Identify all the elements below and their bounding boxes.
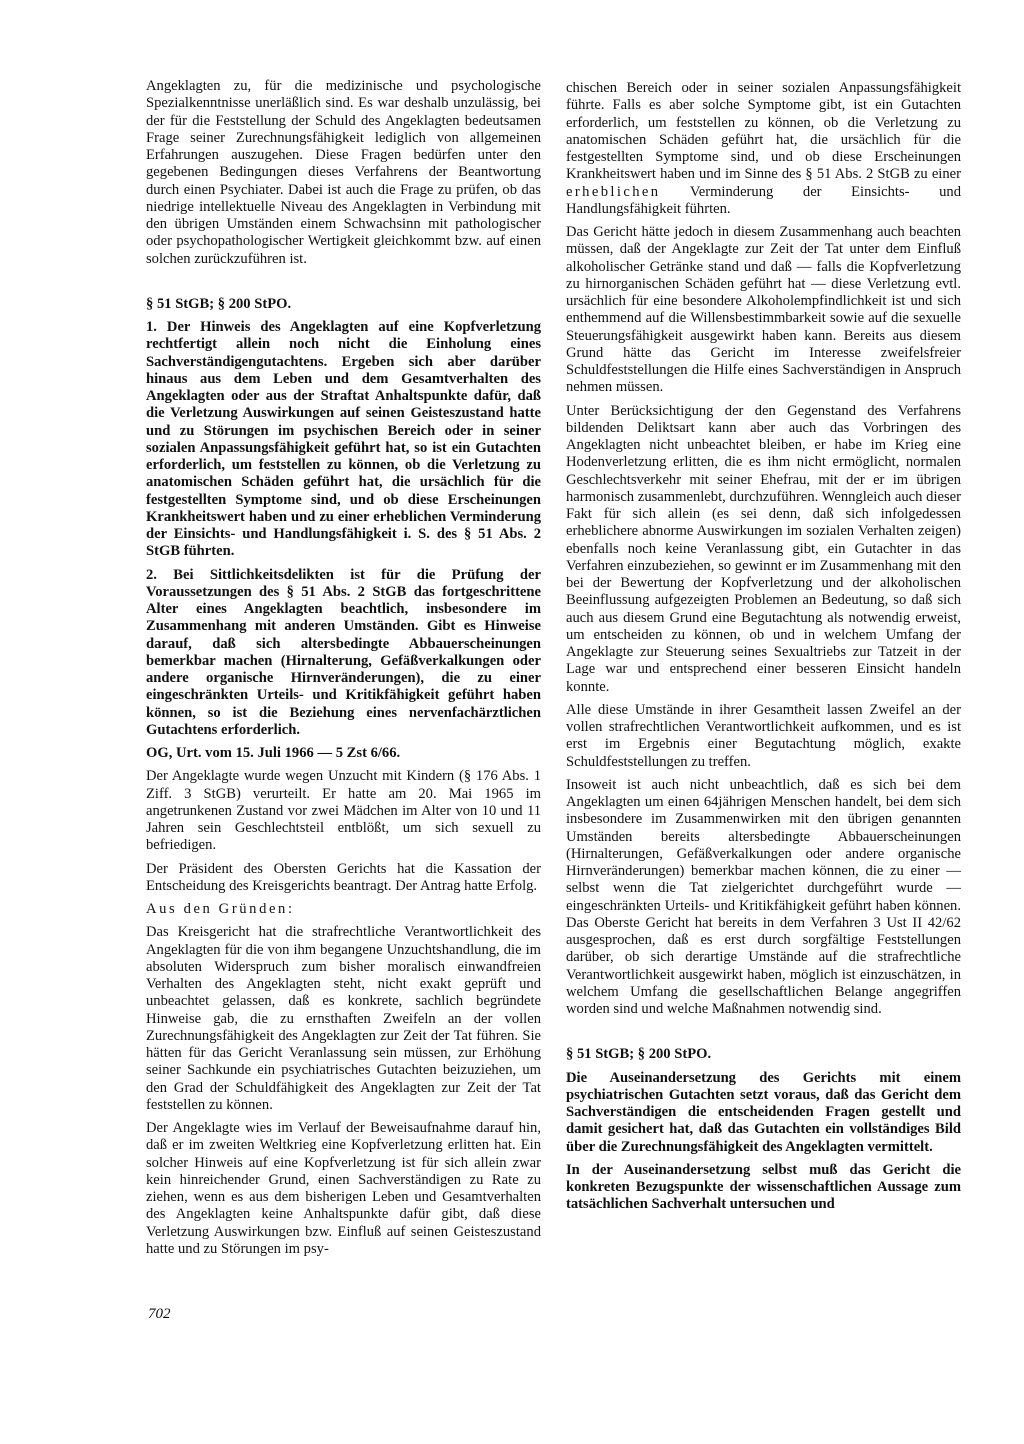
section-gap xyxy=(146,274,541,296)
section-gap xyxy=(566,1024,961,1046)
facts-paragraph-1: Der Angeklagte wurde wegen Unzucht mit Kindern (§ 176 Abs. 1 Ziff. 3 StGB) verurteilt. Er hatte am 20. Mai 1965 im angetrunkenen Zustand vor zwei Mädchen im Alter von 10 und 11 Jahren sein Geschlechtsteil entblößt, um sich sexuell zu befriedigen. xyxy=(146,768,541,854)
text-run: Verminderung der Einsichts- und Handlungsfähigkeit führten. xyxy=(566,183,961,217)
section-heading: § 51 StGB; § 200 StPO. xyxy=(566,1046,712,1063)
reasons-heading: Aus den Gründen: xyxy=(146,901,295,917)
decision-citation: OG, Urt. vom 15. Juli 1966 — 5 Zst 6/66. xyxy=(146,745,401,761)
section-heading: § 51 StGB; § 200 StPO. xyxy=(146,295,292,312)
paragraph: Insoweit ist auch nicht unbeachtlich, daß es sich bei dem Angeklagten um einen 64jährigen Menschen handelt, bei dem sich insbesondere im Zusammenwirken mit den übrigen genannten Umständen bereits altersbedingte Abbauerscheinungen (Hirnalterungen, Gefäßverkalkungen oder andere organische Hirnveränderungen) bemerkbar machen können, die zu einer — selbst wenn die Tat zielgerichtet durchgeführt wurde — eingeschränkten Urteils- und Kritikfähigkeit geführt haben können. Das Oberste Gericht hat bereits in dem Verfahren 3 Ust II 42/62 ausgesprochen, daß es erst durch sorgfältige Feststellungen darüber, ob sich derartige Umstände auf die strafrechtliche Verantwortlichkeit ausgewirkt haben, möglich ist einzuschätzen, in welchem Umfang die gesellschaftlichen Belange angegriffen worden sind und welche Maßnahmen notwendig sind. xyxy=(566,776,961,1017)
left-column xyxy=(146,78,541,1264)
paragraph: Unter Berücksichtigung der den Gegenstand des Verfahrens bildenden Deliktsart kann aber auch das Vorbringen des Angeklagten nicht unbeachtet bleiben, er habe im Krieg eine Hodenverletzung erlitten, die es ihm nicht ermöglicht, normalen Geschlechtsverkehr mit seiner Ehefrau, mit der er im übrigen harmonisch zusammenlebt, durchzuführen. Wenngleich auch dieser Fakt für sich allein (es sei denn, daß sich infolgedessen erheblichere abnorme Auswirkungen im sozialen Verhalten zeigen) ebenfalls noch keine Veranlassung gibt, ein Gutachter in das Verfahren einzubeziehen, so gewinnt er im Zusammenhang mit den bei der Bewertung der Kopfverletzung und der alkoholischen Beeinflussung aufgezeigten Problemen an Bedeutung, so daß sich auch aus diesem Grund eine Begutachtung als notwendig erweist, um entscheiden zu können, ob und in welchem Umfang der Angeklagte zur Steuerung seines Sexualtriebs zur Tatzeit in der Lage war und entsprechend einer besseren Einsicht handeln konnte. xyxy=(566,402,961,695)
paragraph: Alle diese Umstände in ihrer Gesamtheit lassen Zweifel an der vollen strafrechtlichen Verantwortlichkeit aufkommen, und es ist erst im Ergebnis einer Begutachtung möglich, exakte Schuldfeststellungen zu treffen. xyxy=(566,701,961,770)
paragraph-continuation xyxy=(566,80,961,218)
headnote-1: Die Auseinandersetzung des Gerichts mit einem psychiatrischen Gutachten setzt voraus, daß das Gericht dem Sachverständigen die entscheidenden Fragen gestellt und damit gesichert hat, daß das Gutachten ein vollständiges Bild über die Zurechnungsfähigkeit des Angeklagten vermittelt. xyxy=(566,1069,961,1155)
reasons-paragraph-2: Der Angeklagte wies im Verlauf der Beweisaufnahme darauf hin, daß er im zweiten Weltkrieg eine Kopfverletzung erlitten hat. Ein solcher Hinweis auf eine Kopfverletzung ist für sich allein zwar kein hinreichender Grund, einen Sachverständigen zu Rate zu ziehen, wenn es aus dem bisherigen Leben und Gesamtverhalten des Angeklagten keine Anhaltspunkte dafür gibt, daß diese Verletzung Auswirkungen bzw. Einfluß auf seinen Geisteszustand hatte und zu Störungen im psy- xyxy=(146,1120,541,1257)
page-number: 702 xyxy=(148,1306,171,1322)
headnote-2: 2. Bei Sittlichkeitsdelikten ist für die Prüfung der Voraussetzungen des § 51 Abs. 2 StGB das fortgeschrittene Alter eines Angeklagten beachtlich, insbesondere im Zusammenhang mit anderen Umständen. Gibt es Hinweise darauf, daß sich altersbedingte Abbauerscheinungen bemerkbar machen (Hirnalterung, Gefäßverkalkungen oder andere organische Hirnveränderungen), die zu einer eingeschränkten Urteils- und Kritikfähigkeit geführt haben können, so ist die Beziehung eines nervenfachärztlichen Gutachtens erforderlich. xyxy=(146,566,541,738)
emphasized-word: erheblichen xyxy=(566,183,661,200)
paragraph-continuation: Angeklagten zu, für die medizinische und psychologische Spezialkenntnisse unerläßlich sind. Es war deshalb unzulässig, bei der für die Feststellung der Schuld des Angeklagten bedeutsamen Frage seiner Zurechnungsfähigkeit lediglich von allgemeinen Erfahrungen auszugehen. Diese Fragen bedürfen unter den gegebenen Bedingungen dieses Verfahrens der Beantwortung durch einen Psychiater. Dabei ist auch die Frage zu prüfen, ob das niedrige intellektuelle Niveau des Angeklagten in Verbindung mit den übrigen Umständen einem Schwachsinn mit pathologischer oder psychopathologischer Wertigkeit gleichkommt bzw. auf einen solchen zurückzuführen ist. xyxy=(146,78,541,267)
headnote-2: In der Auseinandersetzung selbst muß das Gericht die konkreten Bezugspunkte der wissenschaftlichen Aussage zum tatsächlichen Sachverhalt untersuchen und xyxy=(566,1161,961,1213)
headnote-1: 1. Der Hinweis des Angeklagten auf eine Kopfverletzung rechtfertigt allein noch nicht die Einholung eines Sachverständigengutachtens. Ergeben sich aber darüber hinaus aus dem Leben und dem Gesamtverhalten des Angeklagten oder aus der Straftat Anhaltspunkte dafür, daß die Verletzung Auswirkungen auf seinen Geisteszustand hatte und zu Störungen im psychischen Bereich oder in seiner sozialen Anpassungsfähigkeit geführt hat, so ist ein Gutachten erforderlich, um feststellen zu können, ob die Verletzung zu anatomischen Schäden geführt hat, die ursächlich für die festgestellten Symptome sind, und ob diese Erscheinungen Krankheitswert haben und zu einer erheblichen Verminderung der Einsichts- und Handlungsfähigkeit i. S. des § 51 Abs. 2 StGB führten. xyxy=(146,319,541,560)
text-run: chischen Bereich oder in seiner sozialen Anpassungsfähigkeit führte. Falls es aber solche Symptome gibt, ist ein Gutachten erforderlich, um feststellen zu können, ob die Verletzung zu anatomischen Schäden geführt hat, die ursächlich für die festgestellten Symptome sind, und ob diese Erscheinungen Krankheitswert haben und im Sinne des § 51 Abs. 2 StGB zu einer xyxy=(566,80,961,183)
right-column xyxy=(566,80,961,1220)
facts-paragraph-2: Der Präsident des Obersten Gerichts hat die Kassation der Entscheidung des Kreisgerichts beantragt. Der Antrag hatte Erfolg. xyxy=(146,860,541,894)
reasons-paragraph-1: Das Kreisgericht hat die strafrechtliche Verantwortlichkeit des Angeklagten für die von ihm begangene Unzuchtshandlung, die im absoluten Widerspruch zum bisher moralisch einwandfreien Verhalten des Angeklagten steht, nicht exakt geprüft und unbeachtet gelassen, daß es konkrete, sachlich begründete Hinweise gab, die zu ernsthaften Zweifeln an der vollen Zurechnungsfähigkeit des Angeklagten zur Zeit der Tat führen. Sie hätten für das Gericht Veranlassung sein müssen, zur Erhöhung seiner Sachkunde ein psychiatrisches Gutachten beizuziehen, um den Grad der Schuldfähigkeit des Angeklagten zur Zeit der Tat feststellen zu können. xyxy=(146,924,541,1113)
paragraph: Das Gericht hätte jedoch in diesem Zusammenhang auch beachten müssen, daß der Angeklagte zur Zeit der Tat unter dem Einfluß alkoholischer Getränke stand und daß — falls die Kopfverletzung zu hirnorganischen Schäden geführt hat — diese Verletzung evtl. ursächlich für eine besondere Alkoholempfindlichkeit ist und sich enthemmend auf die Willensbestimmbarkeit sowie auf die sexuelle Steuerungsfähigkeit ausgewirkt haben kann. Bereits aus diesem Grund hätte das Gericht im Interesse zweifelsfreier Schuldfeststellungen die Hilfe eines Sachverständigen in Anspruch nehmen müssen. xyxy=(566,224,961,396)
